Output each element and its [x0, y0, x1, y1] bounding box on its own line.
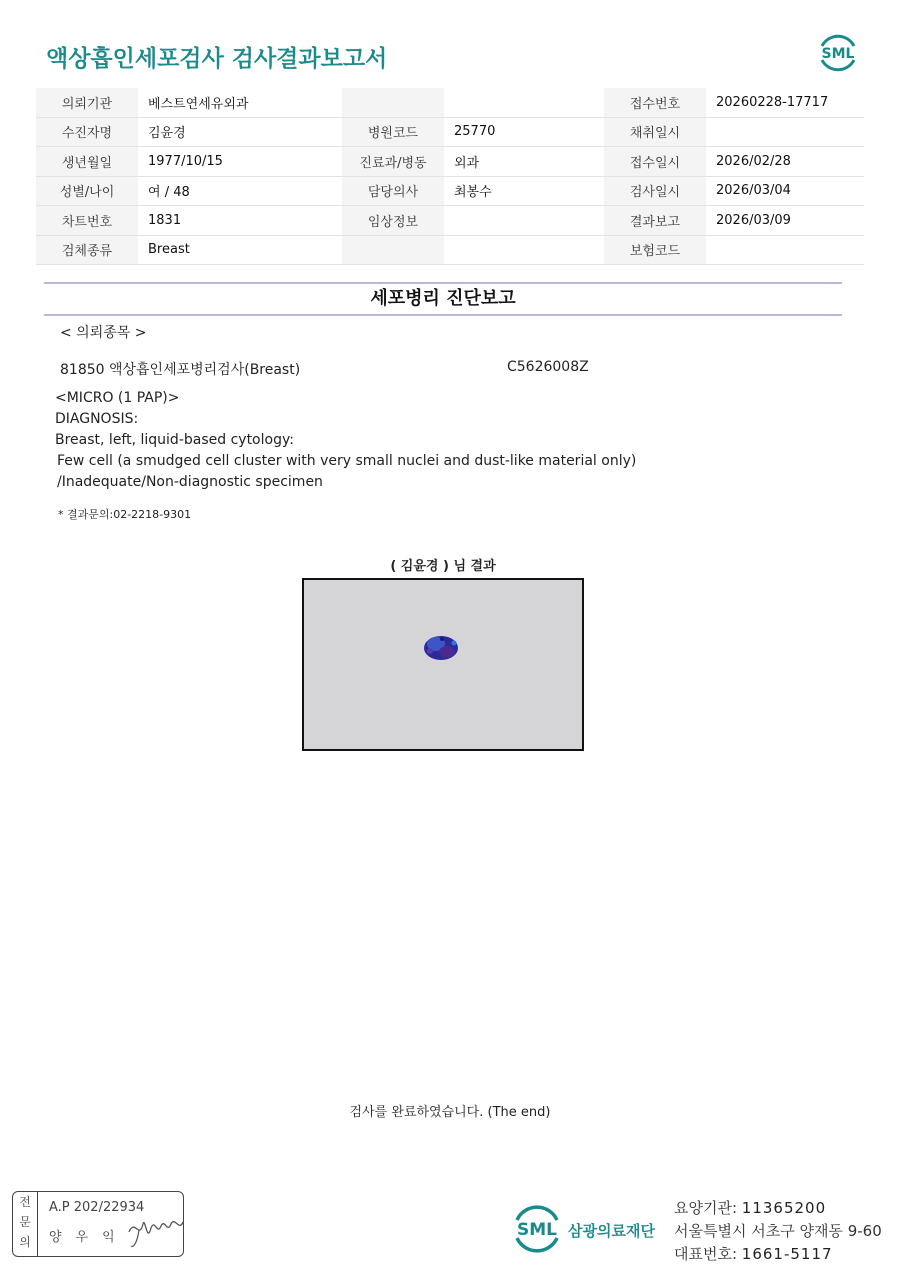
info-label: 임상정보: [342, 206, 444, 236]
stamp-char: 문: [19, 1215, 31, 1229]
report-line: /Inadequate/Non-diagnostic specimen: [57, 474, 323, 490]
info-row: [36, 88, 864, 117]
info-row: [36, 147, 864, 177]
info-label: 진료과/병동: [342, 147, 444, 177]
info-value: 베스트연세유외과: [138, 88, 342, 117]
patient-info-table: [36, 88, 864, 265]
info-label: 생년월일: [36, 147, 138, 177]
info-value: [444, 88, 604, 117]
info-label: 검체종류: [36, 235, 138, 265]
info-value: 최봉수: [444, 176, 604, 206]
info-label: 접수번호: [604, 88, 706, 117]
info-label: 차트번호: [36, 206, 138, 236]
report-line: DIAGNOSIS:: [55, 411, 139, 427]
info-value: 20260228-17717: [706, 88, 864, 117]
info-label: [342, 235, 444, 265]
info-value: 김윤경: [138, 117, 342, 147]
stamp-char: 의: [19, 1235, 31, 1249]
info-value: 2026/02/28: [706, 147, 864, 177]
info-value: 1831: [138, 206, 342, 236]
info-value: [444, 206, 604, 236]
info-value: Breast: [138, 235, 342, 265]
info-value: 1977/10/15: [138, 147, 342, 177]
info-label: 성별/나이: [36, 176, 138, 206]
info-label: 수진자명: [36, 117, 138, 147]
stamp-side-label: [13, 1192, 38, 1256]
info-value: 여 / 48: [138, 176, 342, 206]
info-label: 의뢰기관: [36, 88, 138, 117]
footer-phone-label: 대표번호: [674, 1245, 732, 1263]
sml-logo-icon: [814, 28, 862, 76]
result-image-caption: ( 김윤경 ) 님 결과: [390, 559, 496, 574]
footer-address: 서울특별시 서초구 양재동 9-60: [674, 1222, 882, 1240]
info-label: [342, 88, 444, 117]
footer-phone-line: 대표번호: 1661-5117: [674, 1245, 833, 1263]
info-label: 병원코드: [342, 117, 444, 147]
cell-cluster-icon: [304, 580, 582, 749]
info-value: 25770: [444, 117, 604, 147]
info-label: 결과보고: [604, 206, 706, 236]
signature-icon: [125, 1210, 187, 1250]
footer-phone-value: 1661-5117: [741, 1245, 833, 1263]
footer-code-line: 요양기관: 11365200: [674, 1199, 827, 1217]
info-value: [706, 235, 864, 265]
request-item: 81850 액상흡인세포병리검사(Breast): [60, 362, 301, 378]
info-label: 보험코드: [604, 235, 706, 265]
contact-note: * 결과문의:02-2218-9301: [58, 508, 192, 521]
report-title: 액상흡인세포검사 검사결과보고서: [46, 46, 388, 72]
info-label: 채취일시: [604, 117, 706, 147]
request-heading: < 의뢰종목 >: [60, 325, 147, 341]
report-line: <MICRO (1 PAP)>: [55, 390, 180, 406]
info-label: 접수일시: [604, 147, 706, 177]
info-label: 담당의사: [342, 176, 444, 206]
sml-logo-text: SML: [821, 46, 855, 62]
section-title: 세포병리 진단보고: [370, 288, 516, 309]
report-line: Few cell (a smudged cell cluster with very small nuclei and dust-like material only): [57, 453, 637, 469]
info-row: [36, 206, 864, 236]
info-value: 2026/03/04: [706, 176, 864, 206]
report-line: Breast, left, liquid-based cytology:: [55, 432, 294, 448]
info-value: [444, 235, 604, 265]
ap-number: A.P 202/22934: [49, 1200, 145, 1215]
info-row: [36, 117, 864, 147]
footer-sml-logo-icon: [509, 1200, 565, 1256]
footer-org-name: 삼광의료재단: [568, 1222, 655, 1240]
info-value: 2026/03/09: [706, 206, 864, 236]
section-rule-bottom: [44, 314, 842, 316]
info-label: 검사일시: [604, 176, 706, 206]
info-value: [706, 117, 864, 147]
pathologist-stamp: [12, 1191, 184, 1257]
info-row: [36, 235, 864, 265]
footer-code-value: 11365200: [741, 1199, 827, 1217]
stamp-char: 전: [19, 1195, 31, 1209]
footer-code-label: 요양기관: [674, 1199, 732, 1217]
footer-logo-text: SML: [517, 1220, 557, 1240]
request-code: C5626008Z: [507, 359, 589, 375]
cytology-image: [302, 578, 584, 751]
info-row: [36, 176, 864, 206]
doctor-name: 양우익: [49, 1230, 129, 1245]
info-value: 외과: [444, 147, 604, 177]
end-text: 검사를 완료하였습니다. (The end): [349, 1105, 551, 1120]
